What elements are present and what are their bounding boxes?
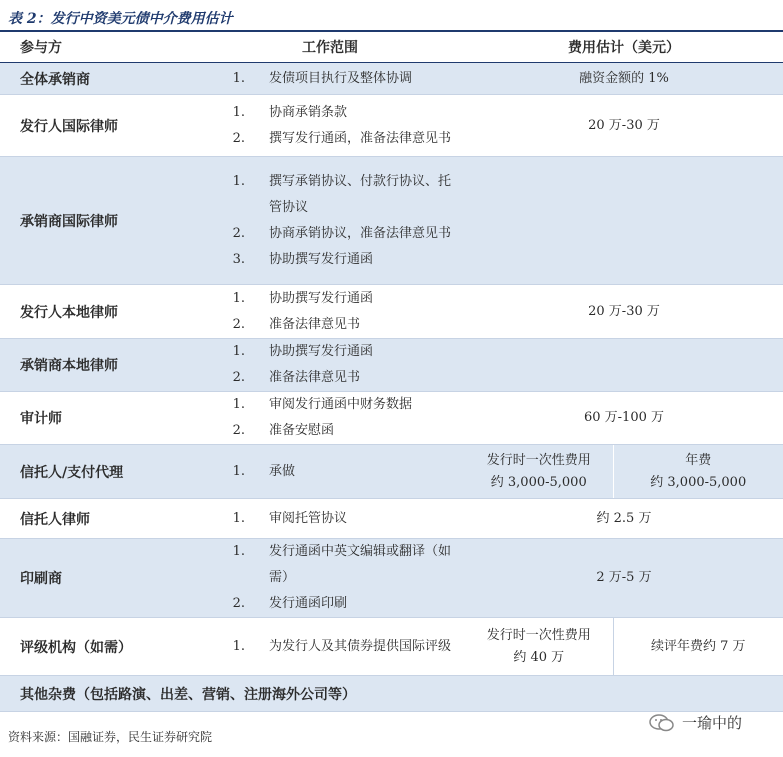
fee-cell: 年费 约 3,000-5,000 (613, 445, 783, 499)
scope-cell (195, 445, 465, 499)
scope-item-text: 发行通函中英文编辑或翻译（如需） (269, 544, 452, 585)
scope-item-number: 2. (232, 596, 245, 611)
scope-item-text: 发行通函印刷 (269, 596, 348, 611)
table-row (0, 63, 783, 95)
fee-cell: 续评年费约 7 万 (613, 618, 783, 676)
party-cell: 评级机构（如需） (0, 618, 195, 676)
scope-item (195, 539, 465, 591)
scope-item-number: 1. (232, 344, 245, 359)
wechat-icon (648, 713, 676, 733)
scope-item (195, 221, 465, 247)
scope-item-number: 2. (232, 225, 245, 241)
party-cell: 审计师 (0, 392, 195, 445)
table-row (0, 95, 783, 157)
table-row (0, 339, 783, 392)
scope-cell (195, 339, 465, 392)
table-row (0, 539, 783, 618)
fee-cell (465, 339, 783, 392)
scope-cell (195, 157, 465, 285)
scope-item-number: 3. (232, 251, 245, 267)
party-cell: 承销商国际律师 (0, 157, 195, 285)
scope-item-number: 1. (232, 70, 245, 86)
scope-item-text: 准备法律意见书 (269, 370, 361, 385)
scope-item-text: 发债项目执行及整体协调 (269, 70, 413, 86)
scope-item-number: 1. (232, 290, 245, 306)
source-note: 资料来源：国融证券，民生证券研究院 (8, 730, 213, 744)
scope-item-text: 审阅托管协议 (269, 510, 348, 526)
scope-item-number: 1. (232, 104, 245, 120)
scope-item (195, 591, 465, 617)
scope-item-number: 1. (232, 638, 245, 654)
scope-item-text: 协商承销条款 (269, 104, 348, 120)
header-party: 参与方 (0, 32, 195, 63)
table-title: 表 2：发行中资美元债中介费用估计 (8, 11, 233, 27)
scope-item-text: 协商承销协议，准备法律意见书 (269, 225, 452, 241)
scope-item-text: 撰写承销协议、付款行协议、托管协议 (269, 173, 452, 215)
scope-item-text: 准备安慰函 (269, 423, 335, 438)
party-cell: 全体承销商 (0, 63, 195, 95)
fee-cell: 2 万-5 万 (465, 539, 783, 618)
fee-cell: 20 万-30 万 (465, 285, 783, 339)
fee-cell (465, 157, 783, 285)
table-row (0, 676, 783, 712)
scope-item-text: 协助撰写发行通函 (269, 290, 374, 306)
party-cell: 承销商本地律师 (0, 339, 195, 392)
scope-item-text: 协助撰写发行通函 (269, 251, 374, 267)
party-cell: 信托人律师 (0, 499, 195, 539)
scope-cell (195, 285, 465, 339)
scope-item-text: 协助撰写发行通函 (269, 344, 374, 359)
scope-item (195, 247, 465, 273)
scope-item (195, 506, 465, 532)
header-fee: 费用估计（美元） (465, 32, 783, 63)
scope-item-number: 1. (232, 510, 245, 526)
scope-item (195, 418, 465, 444)
scope-item-number: 2. (232, 370, 245, 385)
scope-item-text: 承做 (269, 463, 296, 479)
scope-item (195, 634, 465, 660)
scope-item-number: 1. (232, 397, 245, 412)
scope-item (195, 365, 465, 391)
scope-item-number: 2. (232, 316, 245, 332)
scope-item (195, 126, 465, 152)
party-cell: 信托人/支付代理 (0, 445, 195, 499)
scope-item (195, 312, 465, 338)
watermark (648, 712, 742, 733)
scope-cell (195, 499, 465, 539)
scope-item (195, 392, 465, 418)
scope-item-number: 1. (232, 463, 245, 479)
scope-cell (195, 95, 465, 157)
party-cell: 其他杂费（包括路演、出差、营销、注册海外公司等） (0, 676, 783, 712)
scope-cell (195, 63, 465, 95)
scope-item-number: 2. (232, 423, 245, 438)
fee-cell: 20 万-30 万 (465, 95, 783, 157)
scope-cell (195, 618, 465, 676)
scope-item-number: 2. (232, 130, 245, 146)
fee-cell: 60 万-100 万 (465, 392, 783, 445)
scope-item-text: 撰写发行通函，准备法律意见书 (269, 130, 452, 146)
scope-item (195, 459, 465, 485)
scope-item-text: 准备法律意见书 (269, 316, 361, 332)
table-row (0, 499, 783, 539)
fee-table (0, 32, 783, 712)
fee-cell: 发行时一次性费用 约 3,000-5,000 (465, 445, 613, 499)
scope-item (195, 286, 465, 312)
scope-item-number: 1. (232, 544, 245, 559)
scope-item-number: 1. (232, 173, 245, 189)
party-cell: 发行人本地律师 (0, 285, 195, 339)
scope-item (195, 66, 465, 92)
table-row (0, 618, 783, 676)
table-row (0, 392, 783, 445)
table-row (0, 285, 783, 339)
table-row (0, 157, 783, 285)
scope-cell (195, 539, 465, 618)
scope-item-text: 审阅发行通函中财务数据 (269, 397, 413, 412)
header-scope: 工作范围 (195, 32, 465, 63)
fee-cell: 融资金额的 1% (465, 63, 783, 95)
fee-cell: 约 2.5 万 (465, 499, 783, 539)
scope-item-text: 为发行人及其债券提供国际评级 (269, 638, 452, 654)
fee-cell: 发行时一次性费用 约 40 万 (465, 618, 613, 676)
table-row (0, 445, 783, 499)
scope-item (195, 169, 465, 221)
watermark-text: 一瑜中的 (682, 714, 743, 732)
party-cell: 发行人国际律师 (0, 95, 195, 157)
scope-cell (195, 392, 465, 445)
party-cell: 印刷商 (0, 539, 195, 618)
scope-item (195, 339, 465, 365)
scope-item (195, 100, 465, 126)
